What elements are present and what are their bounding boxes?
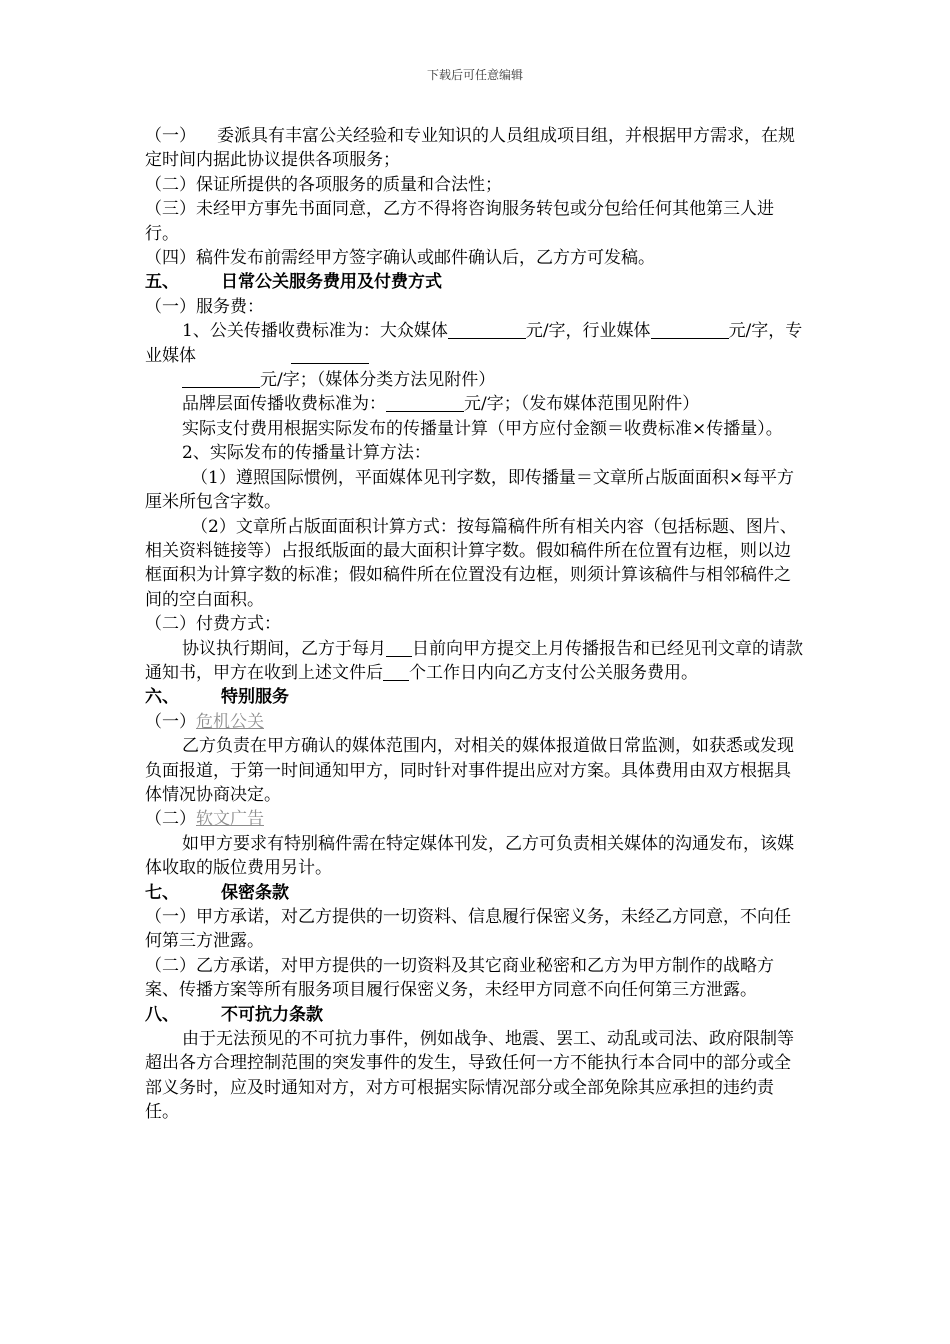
section-5-sub-1: （一）服务费： [145,296,264,317]
fee-standard-1-cont: 元/字；（媒体分类方法见附件） [145,368,805,392]
advertorial-link[interactable]: 软文广告 [196,809,264,830]
blank-report-day[interactable] [386,638,412,657]
section-6-heading: 六、 特别服务 [145,687,289,708]
blank-payment-days[interactable] [383,662,409,681]
calc-method-2: （2）文章所占版面面积计算方式：按每篇稿件所有相关内容（包括标题、图片、相关资料链接等）占报纸版面的最大面积计算字数。假如稿件所在位置有边框，则以边框面积为计算字数的标准；假如稿件所在位置没有边框，则须计算该稿件与相邻稿件之间的空白面积。 [145,516,797,610]
section-6-sub-2: （二）软文广告 [145,809,264,830]
section-7-heading: 七、 保密条款 [145,882,289,903]
blank-professional-media-fee[interactable] [182,369,260,388]
document-body [145,124,805,1125]
clause-4-3: （三）未经甲方事先书面同意，乙方不得将咨询服务转包或分包给任何其他第三人进行。 [145,199,774,244]
payment-terms: 协议执行期间，乙方于每月 日前向甲方提交上月传播报告和已经见刊文章的请款通知书，甲方在收到上述文件后 个工作日内向乙方支付公关服务费用。 [145,638,803,683]
blank-brand-fee[interactable] [386,393,464,412]
fee-actual-payment: 实际支付费用根据实际发布的传播量计算（甲方应付金额＝收费标准×传播量）。 [182,418,783,439]
clause-4-4: （四）稿件发布前需经甲方签字确认或邮件确认后，乙方方可发稿。 [145,248,655,269]
page-header-note: 下载后可任意编辑 [426,68,523,82]
blank-professional-media-fee-top[interactable] [291,345,369,364]
section-5-heading: 五、 日常公关服务费用及付费方式 [145,272,442,293]
section-6-sub-1: （一）危机公关 [145,711,264,732]
section-7-para-1: （一）甲方承诺，对乙方提供的一切资料、信息履行保密义务，未经乙方同意，不向任何第三方泄露。 [145,907,791,952]
section-8-para-1: 由于无法预见的不可抗力事件，例如战争、地震、罢工、动乱或司法、政府限制等超出各方合理控制范围的突发事件的发生，导致任何一方不能执行本合同中的部分或全部义务时，应及时通知对方，对方可根据实际情况部分或全部免除其应承担的违约责任。 [145,1029,794,1123]
blank-industry-media-fee[interactable] [651,320,729,339]
clause-4-2: （二）保证所提供的各项服务的质量和合法性； [145,174,502,195]
section-7-para-2: （二）乙方承诺，对甲方提供的一切资料及其它商业秘密和乙方为甲方制作的战略方案、传播方案等所有服务项目履行保密义务，未经甲方同意不向任何第三方泄露。 [145,955,774,1001]
section-8-heading: 八、 不可抗力条款 [145,1004,323,1025]
section-6-para-1: 乙方负责在甲方确认的媒体范围内，对相关的媒体报道做日常监测，如获悉或发现负面报道，于第一时间通知甲方，同时针对事件提出应对方案。具体费用由双方根据具体情况协商决定。 [145,736,794,805]
calc-method-1: （1）遵照国际惯例，平面媒体见刊字数，即传播量＝文章所占版面面积×每平方厘米所包含字数。 [145,467,795,513]
blank-mass-media-fee[interactable] [448,320,526,339]
fee-standard-2: 品牌层面传播收费标准为： 元/字；（发布媒体范围见附件） [182,394,700,415]
section-6-para-2: 如甲方要求有特别稿件需在特定媒体刊发，乙方可负责相关媒体的沟通发布，该媒体收取的版位费用另计。 [145,833,794,879]
crisis-pr-link[interactable]: 危机公关 [196,711,264,732]
calc-method-title: 2、实际发布的传播量计算方法： [182,443,431,464]
section-5-sub-2: （二）付费方式： [145,614,281,635]
fee-standard-1: 1、公关传播收费标准为：大众媒体 元/字，行业媒体 元/字，专业媒体 [145,321,803,366]
clause-4-1: （一） 委派具有丰富公关经验和专业知识的人员组成项目组，并根据甲方需求，在规定时间内据此协议提供各项服务； [145,126,795,171]
